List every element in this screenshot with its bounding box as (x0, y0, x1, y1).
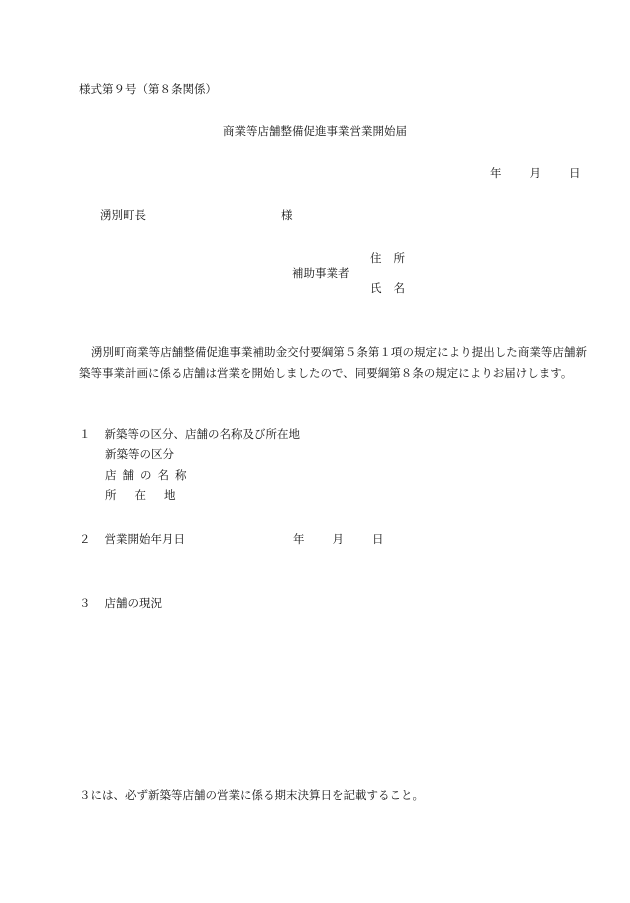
body-paragraph: 湧別町商業等店舗整備促進事業補助金交付要綱第５条第１項の規定により提出した商業等店舗新築等事業計画に係る店舗は営業を開始しましたので、同要綱第８条の規定によりお届けします。 (79, 345, 587, 380)
section-1-heading (79, 429, 300, 441)
applicant-name-label: 氏名 (370, 281, 417, 295)
document-title: 商業等店舗整備促進事業営業開始届 (223, 124, 407, 138)
section-3-heading (79, 598, 162, 610)
submission-date (490, 168, 581, 180)
form-number: 様式第９号（第８条関係） (79, 82, 217, 96)
section-1-item-location: 所在地 (105, 488, 194, 502)
section-2-date (293, 534, 384, 546)
section-1-item-store-name: 店舗の名称 (105, 468, 193, 482)
date-year-label: 年 (490, 166, 502, 180)
section-2-year-label: 年 (293, 532, 305, 546)
addressee-honorific: 様 (281, 208, 293, 222)
section-1-title: 新築等の区分、店舗の名称及び所在地 (104, 427, 300, 441)
date-day-label: 日 (569, 166, 581, 180)
section-3-title: 店舗の現況 (104, 596, 162, 610)
section-2-heading (79, 534, 185, 546)
section-2-title: 営業開始年月日 (104, 532, 185, 546)
section-3-number: ３ (79, 596, 91, 610)
date-month-label: 月 (529, 166, 541, 180)
section-2-month-label: 月 (332, 532, 344, 546)
section-1-number: １ (79, 427, 91, 441)
footnote: ３には、必ず新築等店舗の営業に係る期末決算日を記載すること。 (79, 788, 424, 802)
applicant-role-label: 補助事業者 (292, 266, 350, 280)
section-2-number: ２ (79, 532, 91, 546)
addressee-recipient: 湧別町長 (100, 208, 146, 222)
applicant-address-label: 住所 (370, 251, 417, 265)
section-1-item-category: 新築等の区分 (105, 447, 174, 461)
section-2-day-label: 日 (372, 532, 384, 546)
